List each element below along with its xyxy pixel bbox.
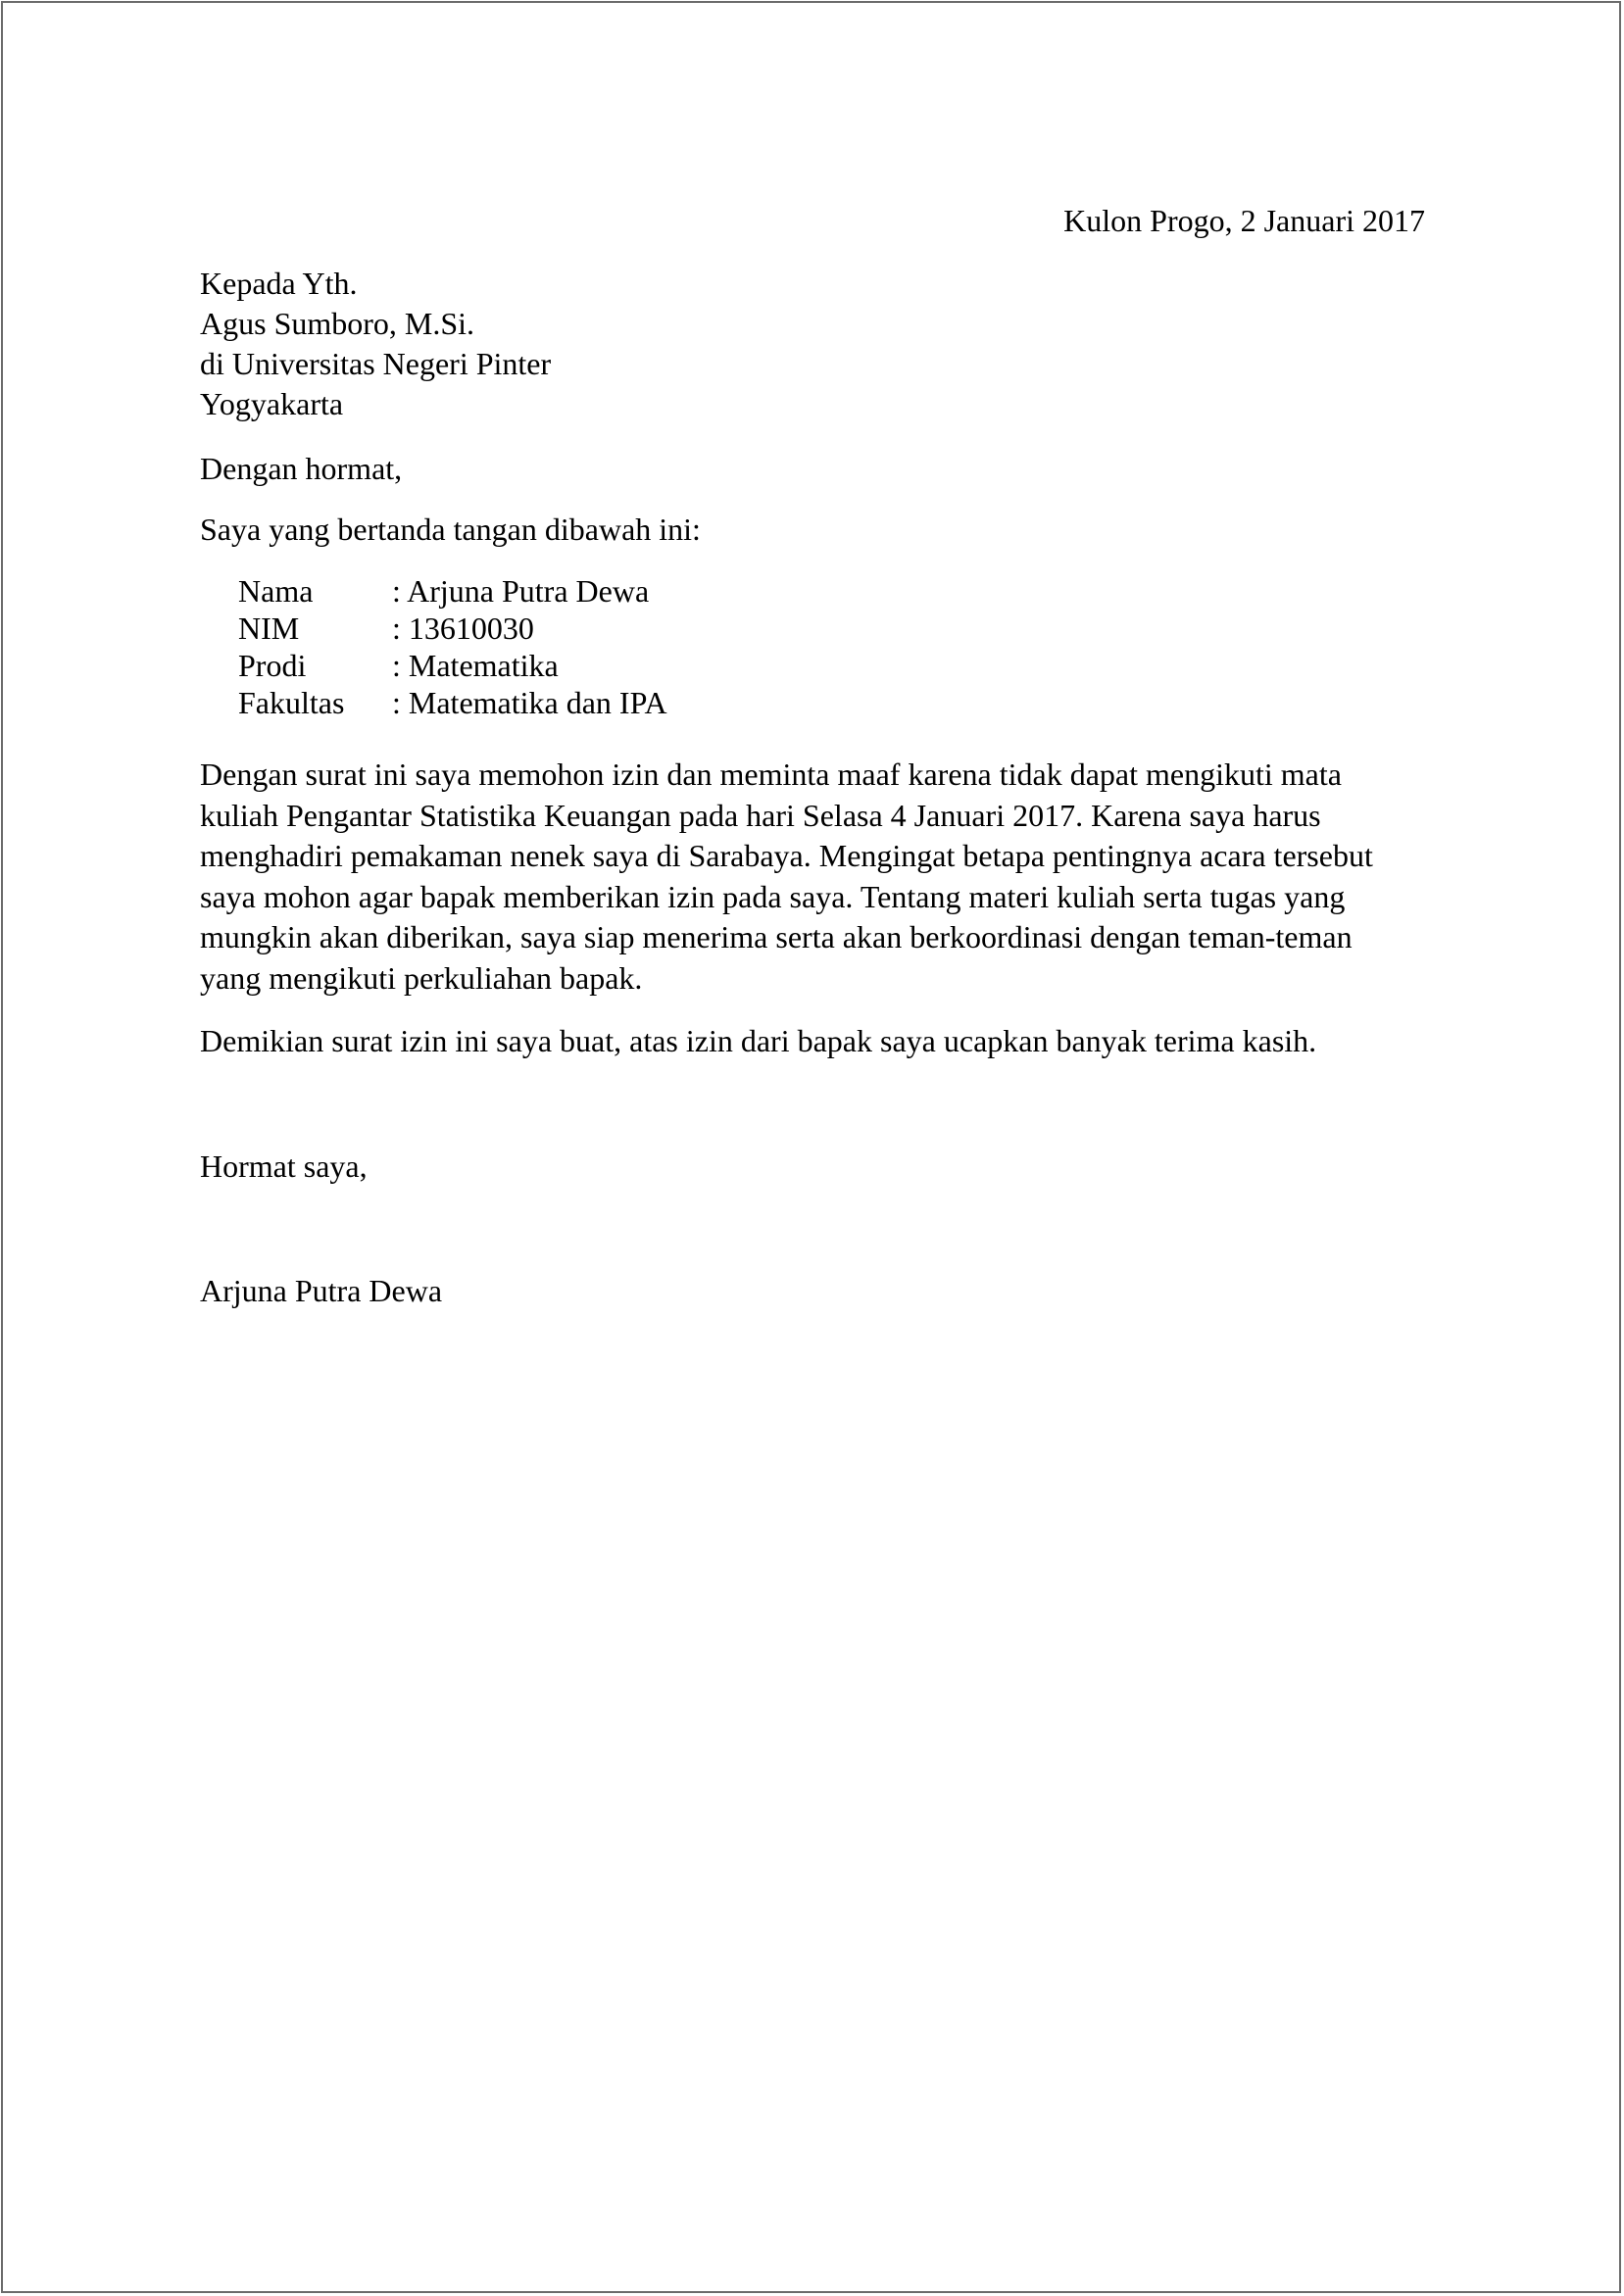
body-line: saya mohon agar bapak memberikan izin pada saya. Tentang materi kuliah serta tugas yang [200, 878, 1346, 914]
recipient-address [200, 264, 551, 424]
recipient-city: Yogyakarta [200, 386, 344, 421]
identity-row-prodi [238, 647, 667, 684]
greeting: Dengan hormat, [200, 451, 403, 486]
body-line: menghadiri pemakaman nenek saya di Sarabaya. Mengingat betapa pentingnya acara tersebut [200, 838, 1373, 873]
identity-value: : 13610030 [392, 611, 534, 646]
intro-line: Saya yang bertanda tangan dibawah ini: [200, 512, 701, 547]
identity-row-nim [238, 610, 667, 647]
body-line: yang mengikuti perkuliahan bapak. [200, 959, 643, 996]
identity-label: Fakultas [238, 685, 345, 720]
body-line: mungkin akan diberikan, saya siap menerima serta akan berkoordinasi dengan teman-teman [200, 919, 1353, 954]
place-date: Kulon Progo, 2 Januari 2017 [1063, 203, 1425, 238]
identity-value: : Matematika [392, 648, 559, 683]
regards: Hormat saya, [200, 1148, 368, 1184]
closing-paragraph: Demikian surat izin ini saya buat, atas izin dari bapak saya ucapkan banyak terima kasih. [200, 1023, 1317, 1058]
identity-label: NIM [238, 611, 300, 646]
identity-label: Nama [238, 573, 314, 609]
letter-page [1, 1, 1621, 2293]
signer-name: Arjuna Putra Dewa [200, 1273, 443, 1308]
body-line: kuliah Pengantar Statistika Keuangan pada hari Selasa 4 Januari 2017. Karena saya harus [200, 797, 1321, 833]
identity-value: : Matematika dan IPA [392, 685, 667, 720]
recipient-salutation: Kepada Yth. [200, 266, 358, 301]
identity-label: Prodi [238, 648, 307, 683]
identity-block [238, 572, 667, 721]
identity-row-fakultas [238, 684, 667, 721]
recipient-name: Agus Sumboro, M.Si. [200, 306, 475, 341]
recipient-institution: di Universitas Negeri Pinter [200, 346, 552, 381]
body-paragraph [200, 755, 1435, 999]
body-line: Dengan surat ini saya memohon izin dan meminta maaf karena tidak dapat mengikuti mata [200, 757, 1342, 792]
identity-value: : Arjuna Putra Dewa [392, 573, 650, 609]
identity-row-nama [238, 572, 667, 610]
